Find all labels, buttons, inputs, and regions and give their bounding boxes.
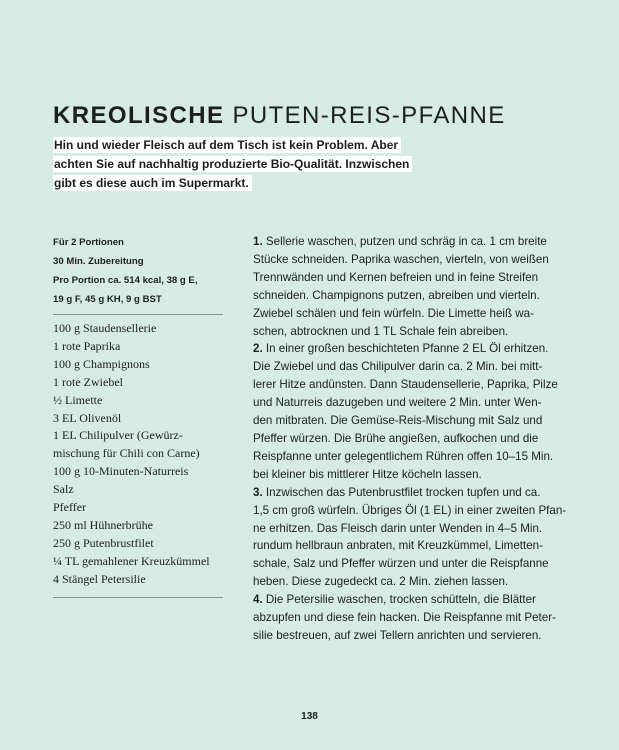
- nutrition-line: Pro Portion ca. 514 kcal, 38 g E,: [53, 275, 198, 286]
- title-bold: KREOLISCHE: [53, 102, 225, 129]
- ingredient-list: [53, 320, 228, 589]
- step-line: 2. In einer großen beschichteten Pfanne 2 EL Öl erhitzen.: [253, 342, 549, 356]
- step-line: 4. Die Petersilie waschen, trocken schütteln, die Blätter: [253, 593, 536, 607]
- ingredient-item: Salz: [53, 482, 74, 497]
- ingredient-item: 250 ml Hühnerbrühe: [53, 517, 153, 532]
- step-line: bei kleiner bis mittlerer Hitze köcheln lassen.: [253, 467, 482, 481]
- intro-line: gibt es diese auch im Supermarkt.: [53, 175, 252, 191]
- instructions: [253, 233, 567, 645]
- ingredient-item: 100 g 10-Minuten-Naturreis: [53, 464, 189, 479]
- ingredient-item: Pfeffer: [53, 500, 87, 515]
- step-line: schneiden. Champignons putzen, abreiben und vierteln.: [253, 288, 540, 302]
- recipe-meta: [53, 233, 228, 309]
- step-line: heben. Diese zugedeckt ca. 2 Min. ziehen lassen.: [253, 575, 509, 589]
- nutrition-line: 19 g F, 45 g KH, 9 g BST: [53, 294, 162, 305]
- ingredient-item: 4 Stängel Petersilie: [53, 571, 146, 586]
- step-line: Die Zwiebel und das Chilipulver darin ca. 2 Min. bei mitt-: [253, 360, 543, 374]
- step-line: Stücke schneiden. Paprika waschen, vierteln, von weißen: [253, 252, 549, 266]
- step-line: Zwiebel schälen und fein würfeln. Die Limette heiß wa-: [253, 306, 534, 320]
- step-line: den mitbraten. Die Gemüse-Reis-Mischung mit Salz und: [253, 414, 543, 428]
- step-number: 1.: [253, 235, 263, 248]
- ingredient-item: 100 g Champignons: [53, 356, 150, 371]
- title-light: PUTEN-REIS-PFANNE: [232, 102, 506, 129]
- step-number: 4.: [253, 593, 263, 607]
- step-number: 3.: [253, 485, 263, 499]
- page-number: 138: [301, 711, 318, 722]
- ingredient-item: 250 g Putenbrustfilet: [53, 535, 154, 550]
- step-line: und Naturreis dazugeben und weitere 2 Min. unter Wen-: [253, 396, 542, 410]
- step-line: Pfeffer würzen. Die Brühe angießen, aufkochen und die: [253, 431, 539, 445]
- intro-line: achten Sie auf nachhaltig produzierte Bio-Qualität. Inzwischen: [53, 156, 412, 172]
- ingredient-item: 1 rote Paprika: [53, 338, 121, 353]
- step-line: 1. Sellerie waschen, putzen und schräg in ca. 1 cm breite: [253, 235, 547, 248]
- ingredient-item: 1 EL Chilipulver (Gewürz-: [53, 428, 183, 443]
- servings: Für 2 Portionen: [53, 237, 124, 248]
- prep-time: 30 Min. Zubereitung: [53, 256, 144, 267]
- intro-text: [53, 136, 413, 193]
- divider: [53, 597, 223, 598]
- ingredient-item: ½ Limette: [53, 392, 103, 407]
- ingredient-item: 100 g Staudensellerie: [53, 321, 157, 335]
- step-line: abzupfen und diese fein hacken. Die Reispfanne mit Peter-: [253, 611, 556, 625]
- step-line: lerer Hitze andünsten. Dann Staudensellerie, Paprika, Pilze: [253, 378, 558, 392]
- step-line: rundum hellbraun anbraten, mit Kreuzkümmel, Limetten-: [253, 539, 543, 553]
- step-line: Reispfanne unter gelegentlichem Rühren offen 10–15 Min.: [253, 449, 554, 463]
- step-line: silie bestreuen, auf zwei Tellern anrichten und servieren.: [253, 628, 542, 642]
- step-line: schale, Salz und Pfeffer würzen und unter die Reispfanne: [253, 557, 549, 571]
- recipe-title: [53, 101, 506, 131]
- intro-line: Hin und wieder Fleisch auf dem Tisch ist kein Problem. Aber: [53, 137, 401, 153]
- ingredient-item: 1 rote Zwiebel: [53, 374, 123, 389]
- step-line: schen, abtrocknen und 1 TL Schale fein abreiben.: [253, 324, 509, 338]
- step-line: Trennwänden und Kernen befreien und in feine Streifen: [253, 270, 539, 284]
- step-line: ne erhitzen. Das Fleisch darin unter Wenden in 4–5 Min.: [253, 521, 543, 535]
- step-line: 3. Inzwischen das Putenbrustfilet trocken tupfen und ca.: [253, 485, 541, 499]
- divider: [53, 314, 223, 315]
- step-line: 1,5 cm groß würfeln. Übriges Öl (1 EL) in einer zweiten Pfan-: [253, 503, 567, 517]
- ingredient-item: 3 EL Olivenöl: [53, 410, 122, 425]
- ingredient-item: ¼ TL gemahlener Kreuzkümmel: [53, 553, 210, 568]
- step-number: 2.: [253, 342, 263, 356]
- ingredient-item: mischung für Chili con Carne): [53, 446, 200, 461]
